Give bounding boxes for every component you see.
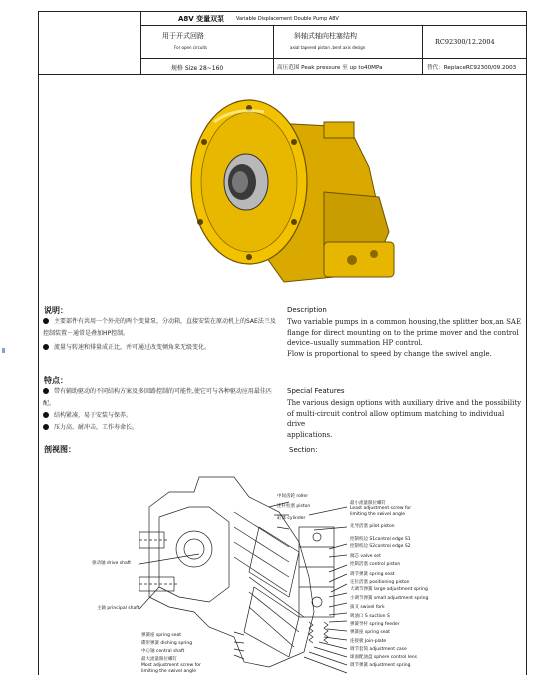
- callout-label: 先导活塞 pilot piston: [350, 524, 395, 529]
- callout-label: 吸油口 S suction S: [350, 614, 390, 619]
- header-title-row: [140, 12, 526, 26]
- design-en: axial tapered piston ,bent axis design: [290, 45, 366, 50]
- header-spec-row: [140, 59, 526, 74]
- callout-label: 缸体 cylinder: [277, 516, 306, 521]
- product-title-en: Variable Displacement Double Pump A8V: [236, 16, 339, 22]
- bullet-icon: [43, 344, 49, 350]
- bullet-icon: [43, 424, 49, 430]
- callout-label: 控制校边 S1control edge S1: [350, 537, 411, 542]
- callout-label: 驱动轴 drive shaft: [92, 561, 131, 566]
- callout-label: Most adjustment screw for: [141, 663, 201, 668]
- margin-marker: [2, 348, 5, 353]
- description-cn-item: 流量与转速和排量成正比，并可通过改变倾角来无级变化。: [43, 342, 281, 354]
- header-design-row: [140, 26, 526, 59]
- callout-label: limiting the swivel angle: [350, 512, 405, 517]
- description-en-heading: Description: [287, 306, 327, 314]
- doc-number: RC92300/12.2004: [435, 38, 495, 46]
- logo-box: [39, 12, 141, 74]
- callout-label: 调节套筒 adjustment case: [350, 647, 407, 652]
- callout-label: 连接板 Join-plate: [350, 639, 387, 644]
- circuit-cn: 用于开式回路: [162, 32, 204, 40]
- features-cn-heading: 特点：: [44, 376, 68, 385]
- datasheet-page: [38, 11, 527, 675]
- size-range: 规格 Size 28~160: [171, 65, 224, 72]
- design-cn: 斜轴式轴向柱塞结构: [294, 32, 357, 40]
- callout-label: limiting the swivel angle: [141, 669, 196, 674]
- callout-label: 中心轴 central shaft: [141, 649, 185, 654]
- section-en-heading: Section：: [289, 446, 323, 454]
- callout-label: 最小流量限位螺钉: [350, 501, 386, 506]
- bullet-icon: [43, 318, 49, 324]
- features-en-text: The various design options with auxiliary drive and the possibility of multi-circuit control allow optimum matching to individual drive applications.: [287, 399, 522, 439]
- callout-label: 大调节弹簧 large adjustment spring: [350, 587, 428, 592]
- description-cn-heading: 说明：: [44, 306, 68, 315]
- bullet-icon: [43, 412, 49, 418]
- callout-label: 控制校边 S2control edge S2: [350, 544, 411, 549]
- callout-label: 弹簧座 spring seat: [141, 633, 182, 638]
- header-table: [39, 12, 526, 75]
- callout-label: 主轴 principal shaft: [97, 606, 140, 611]
- callout-label: 弹簧导杆 spring feeder: [350, 622, 400, 627]
- description-cn-item: 主要部件有共用一个外壳的两个变量泵，分动箱，直接安装在原动机上的SAE法兰及控制装置－通常是叠加HP控制。: [43, 318, 276, 337]
- callout-label: 调节弹簧 adjustment spring: [350, 663, 411, 668]
- features-en-heading: Special Features: [287, 387, 345, 395]
- features-cn-item: 结构紧凑，易于安装与保养。: [43, 410, 283, 422]
- pressure-range: 高压范围 Peak pressure 至 up to40MPa: [277, 65, 383, 71]
- callout-label: 控制活塞 control piston: [350, 562, 401, 567]
- callout-label: 小调节弹簧 small adjustment spring: [350, 596, 429, 601]
- callout-label: 最大流量限位螺钉: [141, 657, 177, 662]
- description-en-text: Two variable pumps in a common housing,the splitter box,an SAE flange for direct mounting on to the prime mover and the control device–usually summation HP control. Flow is proportional to speed by change the swivel angle.: [287, 318, 522, 358]
- pump-photo: [174, 82, 404, 297]
- callout-label: 拔叉 swivel fork: [350, 605, 385, 610]
- callout-label: 连杆柱塞 piston: [277, 504, 311, 509]
- features-cn-item: 压力高、耐冲击，工作寿命长。: [43, 422, 283, 434]
- features-cn-item: 带有辅助驱动的不同结构方案及多回路控制的可能性,使它可与各种驱动应用最佳匹配。: [43, 388, 272, 407]
- callout-label: 调节弹簧 spring seat: [350, 572, 395, 577]
- replace-note: 替代：ReplaceRC92300/09.2003: [427, 65, 517, 71]
- circuit-en: For open circuits: [174, 45, 208, 50]
- product-title-cn: A8V 变量双泵: [178, 15, 225, 23]
- callout-label: 阀芯 valve set: [350, 554, 381, 559]
- bullet-icon: [43, 388, 49, 394]
- callout-label: 弹簧座 spring seat: [350, 630, 391, 635]
- callout-label: 碟形弹簧 dishing spring: [141, 641, 193, 646]
- callout-label: 中间齿轮 roller: [277, 494, 309, 499]
- section-cn-heading: 剖视图：: [44, 445, 76, 454]
- callout-label: 定位活塞 positioning piston: [350, 580, 410, 585]
- callout-label: Least adjustment screw for: [350, 506, 412, 511]
- callout-label: 球面配油盘 sphere control lens: [350, 655, 417, 660]
